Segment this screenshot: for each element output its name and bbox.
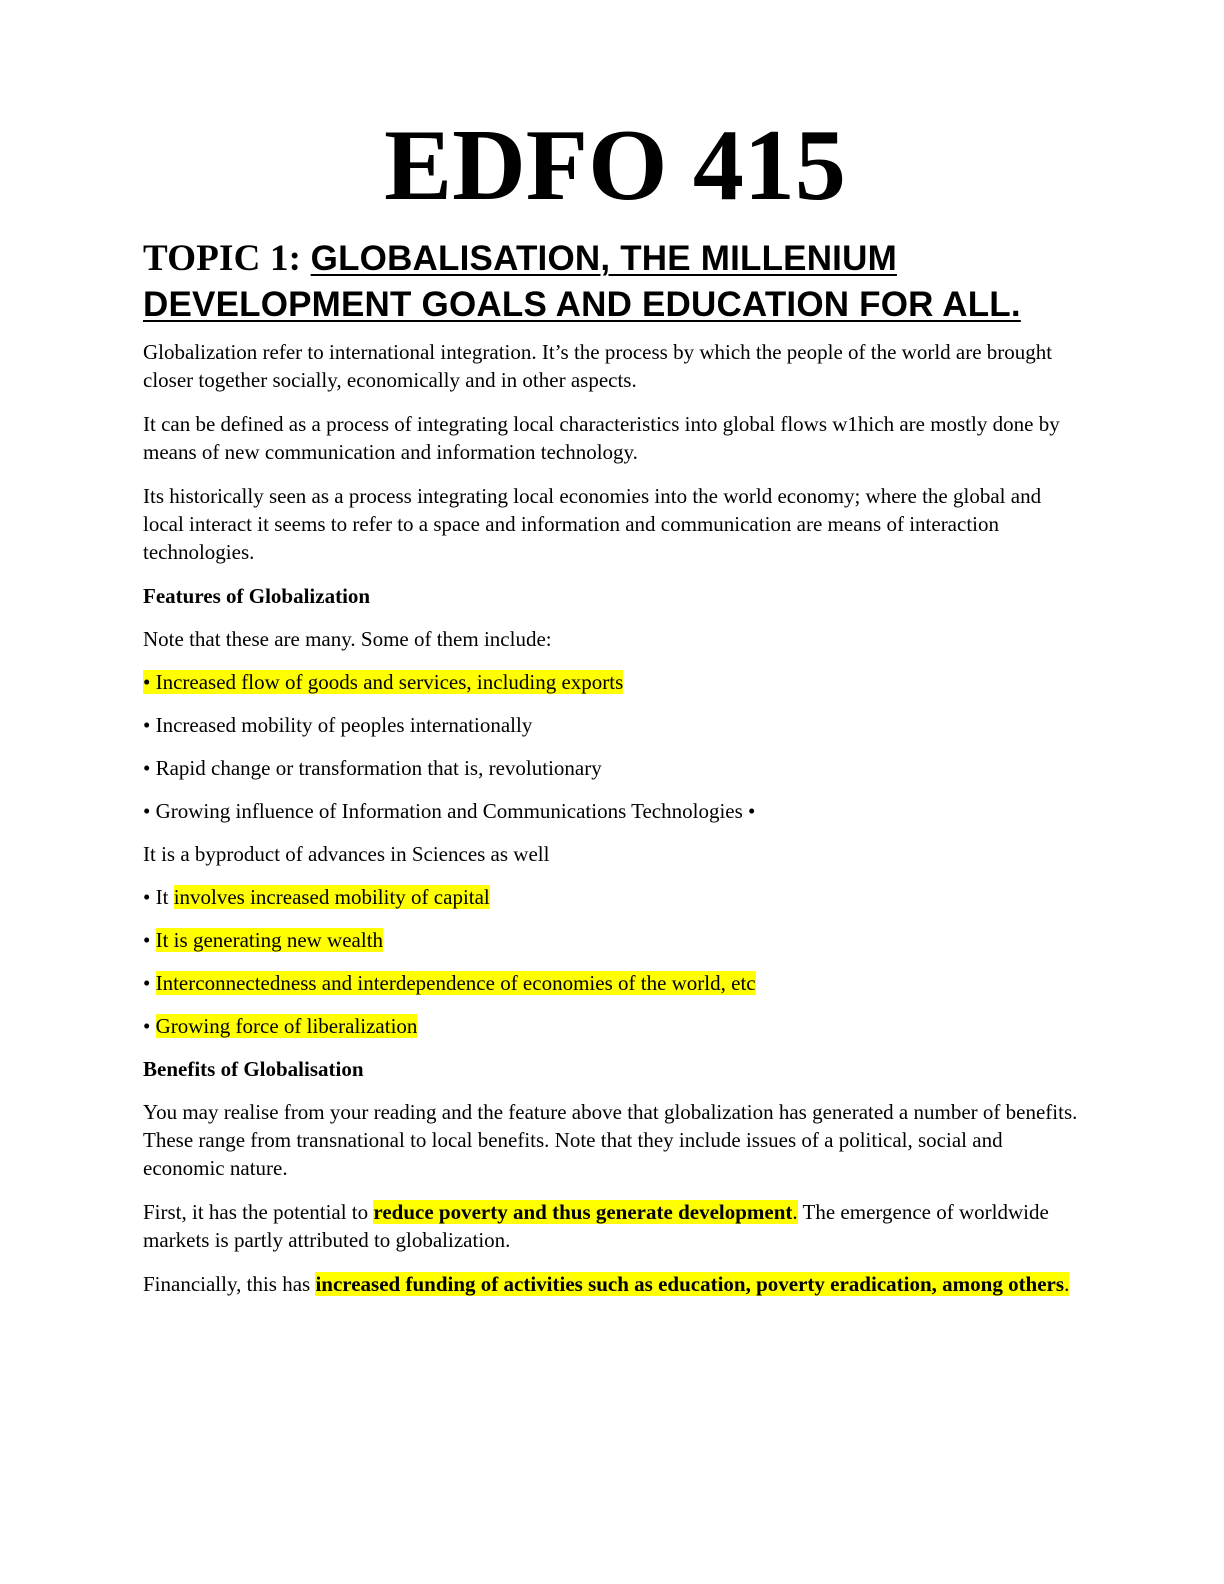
intro-paragraph: Globalization refer to international integration. It’s the process by which the people of the world are brought closer together socially, economically and in other aspects. — [143, 340, 1053, 392]
course-code-title: EDFO 415 — [384, 109, 846, 222]
benefits-paragraph — [143, 1270, 1083, 1298]
highlighted-text: • Increased flow of goods and services, including exports — [143, 670, 624, 694]
benefits-heading: Benefits of Globalisation — [143, 1057, 364, 1081]
feature-item: • Increased mobility of peoples internationally — [143, 713, 533, 737]
highlighted-text: Growing force of liberalization — [155, 1014, 418, 1038]
paragraph-text: First, it has the potential to — [143, 1200, 374, 1224]
topic-title: GLOBALISATION, THE MILLENIUM DEVELOPMENT GOALS AND EDUCATION FOR ALL. — [143, 239, 1021, 324]
intro-paragraph: It can be defined as a process of integrating local characteristics into global flows w1hich are mostly done by means of new communication and information technology. — [143, 412, 1060, 464]
paragraph-text: Financially, this has — [143, 1272, 316, 1296]
highlighted-text: It is generating new wealth — [155, 928, 384, 952]
feature-item — [143, 1012, 1083, 1040]
document-body — [143, 236, 1083, 1314]
intro-paragraph: Its historically seen as a process integrating local economies into the world economy; where the global and local interact it seems to refer to a space and information and communication are means of interaction technologies. — [143, 484, 1042, 564]
highlighted-bold-text: increased funding of activities such as education, poverty eradication, among others — [315, 1272, 1065, 1296]
features-heading: Features of Globalization — [143, 584, 371, 608]
feature-item — [143, 969, 1083, 997]
bullet-text: • — [143, 971, 156, 995]
feature-item: • Rapid change or transformation that is, revolutionary — [143, 756, 602, 780]
highlighted-text: Interconnectedness and interdependence of economies of the world, etc — [155, 971, 756, 995]
highlighted-text: involves increased mobility of capital — [173, 885, 490, 909]
highlighted-bold-text: reduce poverty and thus generate development — [373, 1200, 793, 1224]
bullet-text: • — [143, 1014, 156, 1038]
feature-item: It is a byproduct of advances in Sciences as well — [143, 842, 550, 866]
paragraph-text: The emergence of worldwide markets is partly attributed to globalization. — [143, 1200, 1049, 1252]
benefits-paragraph: You may realise from your reading and the feature above that globalization has generated a number of benefits. These range from transnational to local benefits. Note that they include issues of a political, social and economic nature. — [143, 1100, 1078, 1180]
features-note: Note that these are many. Some of them include: — [143, 627, 552, 651]
benefits-paragraph — [143, 1198, 1083, 1254]
highlighted-text: . — [792, 1200, 798, 1224]
feature-item — [143, 883, 1083, 911]
topic-heading — [143, 236, 1083, 328]
bullet-text: • — [143, 928, 156, 952]
feature-item — [143, 926, 1083, 954]
highlighted-text: . — [1064, 1272, 1070, 1296]
feature-item: • Growing influence of Information and Communications Technologies • — [143, 799, 756, 823]
feature-item — [143, 668, 1083, 696]
topic-prefix: TOPIC 1: — [143, 238, 311, 279]
bullet-text: • It — [143, 885, 174, 909]
